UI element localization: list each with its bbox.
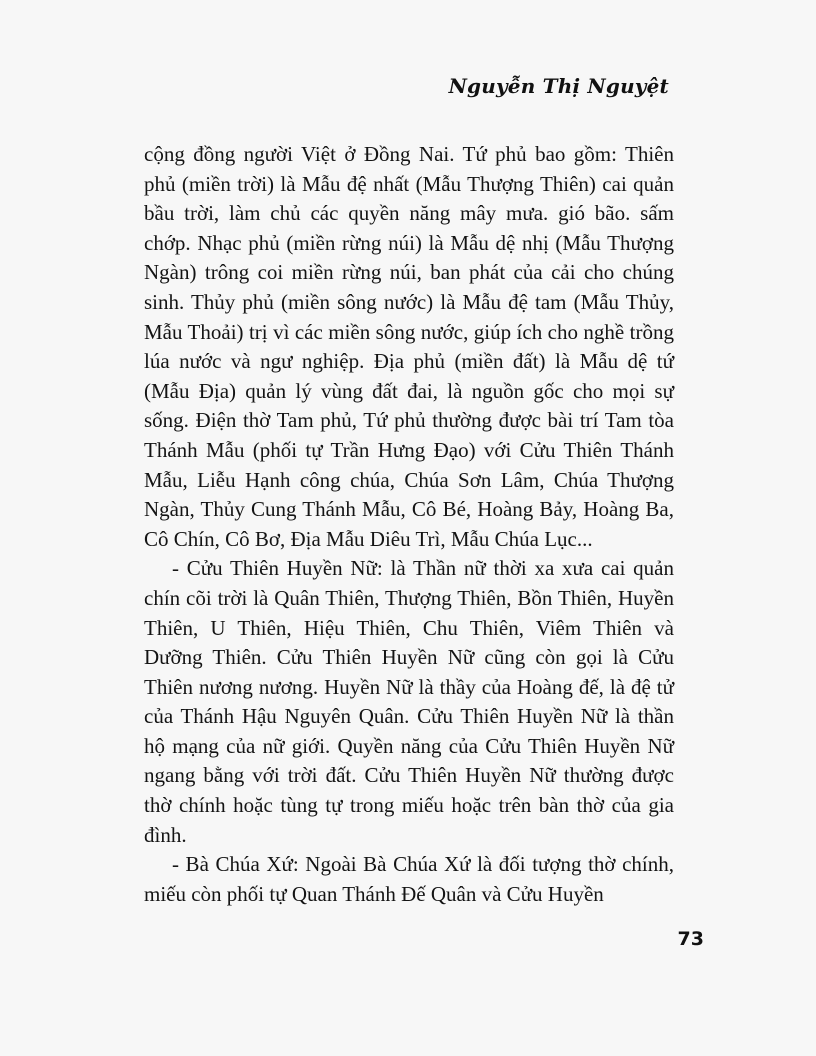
paragraph-ba-chua-xu: - Bà Chúa Xứ: Ngoài Bà Chúa Xứ là đối tượng thờ chính, miếu còn phối tự Quan Thánh Đế Quân và Cửu Huyền bbox=[144, 852, 674, 906]
body-text bbox=[144, 140, 674, 909]
running-header-title: Nguyễn Thị Nguyệt bbox=[448, 74, 669, 98]
paragraph-cuu-thien-huyen-nu: - Cửu Thiên Huyền Nữ: là Thần nữ thời xa xưa cai quản chín cõi trời là Quân Thiên, Thượng Thiên, Bồn Thiên, Huyền Thiên, U Thiên, Hiệu Thiên, Chu Thiên, Viêm Thiên và Dưỡng Thiên. Cửu Thiên Huyền Nữ cũng còn gọi là Cửu Thiên nương nương. Huyền Nữ là thầy của Hoàng đế, là đệ tử của Thánh Hậu Nguyên Quân. Cửu Thiên Huyền Nữ là thần hộ mạng của nữ giới. Quyền năng của Cửu Thiên Huyền Nữ ngang bằng với trời đất. Cửu Thiên Huyền Nữ thường được thờ chính hoặc tùng tự trong miếu hoặc trên bàn thờ của gia đình. bbox=[144, 556, 674, 847]
page-number: 73 bbox=[677, 928, 704, 950]
paragraph-tu-phu: cộng đồng người Việt ở Đồng Nai. Tứ phủ bao gồm: Thiên phủ (miền trời) là Mẫu đệ nhất (Mẫu Thượng Thiên) cai quản bầu trời, làm chủ các quyền năng mây mưa. gió bão. sấm chớp. Nhạc phủ (miền rừng núi) là Mẫu dệ nhị (Mẫu Thượng Ngàn) trông coi miền rừng núi, ban phát của cải cho chúng sinh. Thủy phủ (miền sông nước) là Mẫu đệ tam (Mẫu Thủy, Mẫu Thoải) trị vì các miền sông nước, giúp ích cho nghề trồng lúa nước và ngư nghiệp. Địa phủ (miền đất) là Mẫu dệ tứ (Mẫu Địa) quản lý vùng đất đai, là nguồn gốc cho mọi sự sống. Điện thờ Tam phủ, Tứ phủ thường được bài trí Tam tòa Thánh Mẫu (phối tự Trần Hưng Đạo) với Cửu Thiên Thánh Mẫu, Liễu Hạnh công chúa, Chúa Sơn Lâm, Chúa Thượng Ngàn, Thủy Cung Thánh Mẫu, Cô Bé, Hoàng Bảy, Hoàng Ba, Cô Chín, Cô Bơ, Địa Mẫu Diêu Trì, Mẫu Chúa Lục... bbox=[144, 142, 674, 551]
